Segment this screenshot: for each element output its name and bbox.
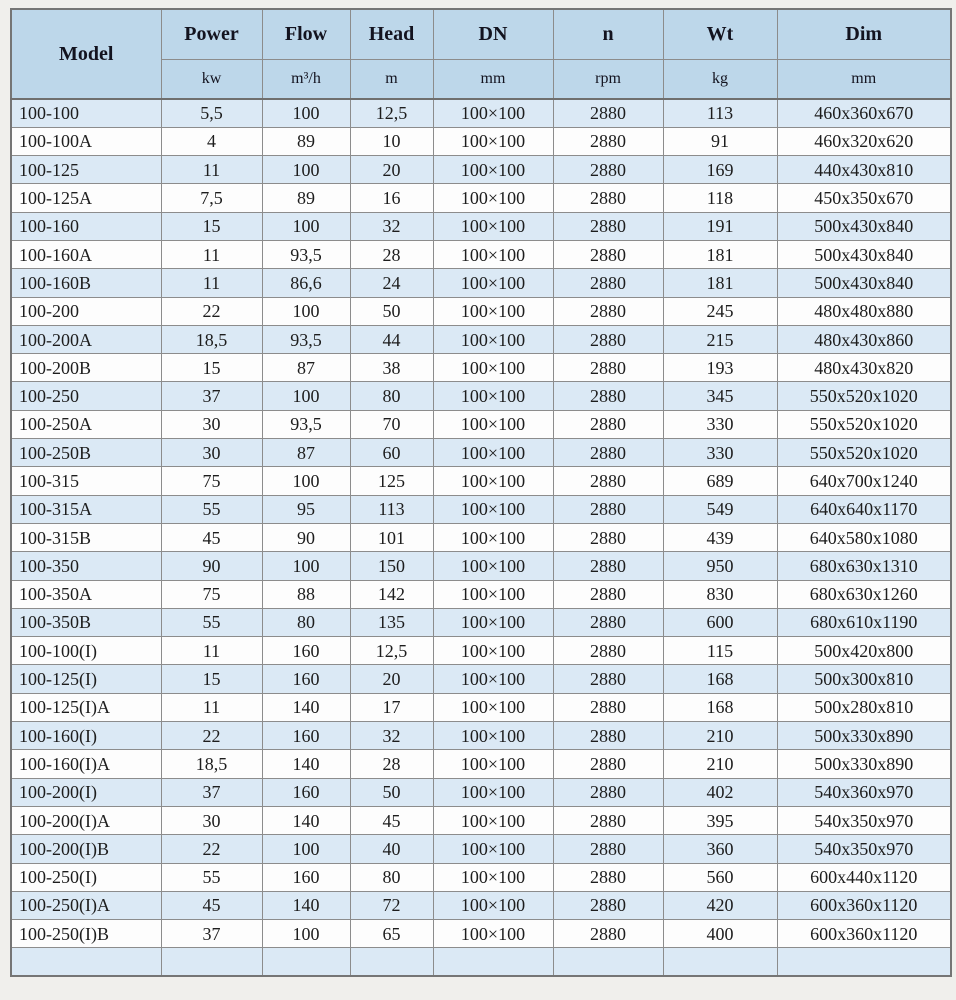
wt-cell: 210	[663, 722, 777, 750]
wt-cell: 689	[663, 467, 777, 495]
power-cell: 15	[161, 212, 262, 240]
dn-cell: 100×100	[433, 920, 553, 948]
n-cell: 2880	[553, 750, 663, 778]
n-cell: 2880	[553, 127, 663, 155]
n-cell: 2880	[553, 778, 663, 806]
power-cell: 4	[161, 127, 262, 155]
n-cell: 2880	[553, 467, 663, 495]
dn-cell: 100×100	[433, 127, 553, 155]
flow-cell: 89	[262, 127, 350, 155]
wt-cell	[663, 948, 777, 976]
flow-cell: 100	[262, 382, 350, 410]
table-row	[11, 580, 951, 608]
head-cell: 28	[350, 240, 433, 268]
n-cell: 2880	[553, 495, 663, 523]
unit-dn: mm	[433, 59, 553, 99]
dn-cell: 100×100	[433, 891, 553, 919]
unit-dim: mm	[777, 59, 951, 99]
n-cell: 2880	[553, 410, 663, 438]
power-cell: 11	[161, 637, 262, 665]
flow-cell: 100	[262, 297, 350, 325]
head-cell: 10	[350, 127, 433, 155]
dim-cell: 480x430x820	[777, 354, 951, 382]
power-cell: 55	[161, 495, 262, 523]
power-cell: 30	[161, 806, 262, 834]
head-cell: 113	[350, 495, 433, 523]
unit-head: m	[350, 59, 433, 99]
dim-cell: 640x640x1170	[777, 495, 951, 523]
dn-cell: 100×100	[433, 439, 553, 467]
head-cell: 32	[350, 722, 433, 750]
head-cell: 60	[350, 439, 433, 467]
dim-cell: 540x350x970	[777, 806, 951, 834]
dim-cell: 500x430x840	[777, 212, 951, 240]
head-cell: 20	[350, 665, 433, 693]
wt-cell: 168	[663, 693, 777, 721]
n-cell: 2880	[553, 212, 663, 240]
wt-cell: 91	[663, 127, 777, 155]
dim-cell: 480x480x880	[777, 297, 951, 325]
model-cell: 100-200B	[11, 354, 161, 382]
dn-cell: 100×100	[433, 382, 553, 410]
dim-cell: 500x280x810	[777, 693, 951, 721]
wt-cell: 950	[663, 552, 777, 580]
dn-cell: 100×100	[433, 410, 553, 438]
dn-cell: 100×100	[433, 835, 553, 863]
power-cell: 22	[161, 835, 262, 863]
head-cell: 12,5	[350, 637, 433, 665]
head-cell: 50	[350, 297, 433, 325]
wt-cell: 400	[663, 920, 777, 948]
model-cell: 100-100A	[11, 127, 161, 155]
power-cell: 55	[161, 863, 262, 891]
wt-cell: 395	[663, 806, 777, 834]
model-cell: 100-125A	[11, 184, 161, 212]
dim-cell: 460x360x670	[777, 99, 951, 127]
flow-cell: 87	[262, 439, 350, 467]
table-row	[11, 750, 951, 778]
dim-cell: 640x580x1080	[777, 523, 951, 551]
wt-cell: 191	[663, 212, 777, 240]
dim-cell: 640x700x1240	[777, 467, 951, 495]
n-cell: 2880	[553, 722, 663, 750]
n-cell: 2880	[553, 325, 663, 353]
head-cell: 28	[350, 750, 433, 778]
n-cell: 2880	[553, 523, 663, 551]
head-cell: 101	[350, 523, 433, 551]
head-cell: 80	[350, 863, 433, 891]
n-cell: 2880	[553, 382, 663, 410]
table-row	[11, 297, 951, 325]
wt-cell: 600	[663, 608, 777, 636]
model-cell: 100-250(I)A	[11, 891, 161, 919]
n-cell: 2880	[553, 297, 663, 325]
flow-cell: 160	[262, 722, 350, 750]
table-row	[11, 467, 951, 495]
wt-cell: 210	[663, 750, 777, 778]
table-row	[11, 920, 951, 948]
flow-cell: 140	[262, 693, 350, 721]
power-cell: 15	[161, 354, 262, 382]
n-cell: 2880	[553, 693, 663, 721]
flow-cell: 100	[262, 835, 350, 863]
dim-cell: 500x330x890	[777, 722, 951, 750]
power-cell: 11	[161, 240, 262, 268]
flow-cell: 93,5	[262, 410, 350, 438]
model-cell	[11, 948, 161, 976]
flow-cell: 86,6	[262, 269, 350, 297]
dn-cell: 100×100	[433, 778, 553, 806]
col-header-n: n	[553, 9, 663, 59]
dim-cell	[777, 948, 951, 976]
dim-cell: 550x520x1020	[777, 410, 951, 438]
wt-cell: 330	[663, 439, 777, 467]
head-cell: 38	[350, 354, 433, 382]
dn-cell: 100×100	[433, 637, 553, 665]
dn-cell: 100×100	[433, 184, 553, 212]
table-row	[11, 354, 951, 382]
head-cell: 142	[350, 580, 433, 608]
n-cell: 2880	[553, 99, 663, 127]
header-label-row	[11, 9, 951, 59]
table-row	[11, 156, 951, 184]
flow-cell	[262, 948, 350, 976]
head-cell: 12,5	[350, 99, 433, 127]
dim-cell: 540x350x970	[777, 835, 951, 863]
dim-cell: 600x360x1120	[777, 920, 951, 948]
wt-cell: 360	[663, 835, 777, 863]
table-row	[11, 722, 951, 750]
wt-cell: 169	[663, 156, 777, 184]
model-cell: 100-160	[11, 212, 161, 240]
table-row	[11, 439, 951, 467]
col-header-dn: DN	[433, 9, 553, 59]
model-cell: 100-350A	[11, 580, 161, 608]
power-cell: 5,5	[161, 99, 262, 127]
dim-cell: 480x430x860	[777, 325, 951, 353]
flow-cell: 87	[262, 354, 350, 382]
partial-table-row	[11, 948, 951, 976]
table-row	[11, 523, 951, 551]
wt-cell: 215	[663, 325, 777, 353]
model-cell: 100-250B	[11, 439, 161, 467]
flow-cell: 90	[262, 523, 350, 551]
model-cell: 100-200(I)	[11, 778, 161, 806]
head-cell: 45	[350, 806, 433, 834]
power-cell: 45	[161, 891, 262, 919]
dn-cell: 100×100	[433, 665, 553, 693]
wt-cell: 118	[663, 184, 777, 212]
dn-cell: 100×100	[433, 354, 553, 382]
dim-cell: 500x430x840	[777, 269, 951, 297]
model-cell: 100-100(I)	[11, 637, 161, 665]
power-cell: 90	[161, 552, 262, 580]
power-cell: 75	[161, 580, 262, 608]
table-row	[11, 863, 951, 891]
dn-cell: 100×100	[433, 212, 553, 240]
flow-cell: 100	[262, 212, 350, 240]
model-cell: 100-200A	[11, 325, 161, 353]
power-cell: 30	[161, 439, 262, 467]
power-cell: 37	[161, 920, 262, 948]
dn-cell: 100×100	[433, 269, 553, 297]
head-cell: 72	[350, 891, 433, 919]
table-row	[11, 778, 951, 806]
wt-cell: 345	[663, 382, 777, 410]
dim-cell: 600x360x1120	[777, 891, 951, 919]
table-row	[11, 382, 951, 410]
wt-cell: 330	[663, 410, 777, 438]
unit-wt: kg	[663, 59, 777, 99]
wt-cell: 245	[663, 297, 777, 325]
head-cell: 65	[350, 920, 433, 948]
pump-spec-table	[10, 8, 952, 977]
wt-cell: 113	[663, 99, 777, 127]
col-header-model: Model	[11, 9, 161, 99]
table-row	[11, 806, 951, 834]
table-body	[11, 99, 951, 976]
dn-cell: 100×100	[433, 523, 553, 551]
table-row	[11, 269, 951, 297]
wt-cell: 193	[663, 354, 777, 382]
flow-cell: 160	[262, 778, 350, 806]
dn-cell: 100×100	[433, 750, 553, 778]
table-row	[11, 127, 951, 155]
table-row	[11, 693, 951, 721]
col-header-dim: Dim	[777, 9, 951, 59]
head-cell: 17	[350, 693, 433, 721]
n-cell: 2880	[553, 863, 663, 891]
power-cell	[161, 948, 262, 976]
wt-cell: 420	[663, 891, 777, 919]
wt-cell: 439	[663, 523, 777, 551]
dn-cell: 100×100	[433, 297, 553, 325]
n-cell: 2880	[553, 637, 663, 665]
power-cell: 7,5	[161, 184, 262, 212]
model-cell: 100-315	[11, 467, 161, 495]
n-cell: 2880	[553, 665, 663, 693]
dim-cell: 500x330x890	[777, 750, 951, 778]
flow-cell: 95	[262, 495, 350, 523]
col-header-wt: Wt	[663, 9, 777, 59]
model-cell: 100-100	[11, 99, 161, 127]
dim-cell: 440x430x810	[777, 156, 951, 184]
model-cell: 100-125	[11, 156, 161, 184]
model-cell: 100-315B	[11, 523, 161, 551]
dim-cell: 500x300x810	[777, 665, 951, 693]
model-cell: 100-250	[11, 382, 161, 410]
table-row	[11, 608, 951, 636]
dn-cell: 100×100	[433, 99, 553, 127]
n-cell	[553, 948, 663, 976]
wt-cell: 181	[663, 240, 777, 268]
head-cell: 24	[350, 269, 433, 297]
dim-cell: 540x360x970	[777, 778, 951, 806]
n-cell: 2880	[553, 891, 663, 919]
flow-cell: 160	[262, 863, 350, 891]
dn-cell: 100×100	[433, 863, 553, 891]
dim-cell: 500x420x800	[777, 637, 951, 665]
power-cell: 18,5	[161, 325, 262, 353]
head-cell: 16	[350, 184, 433, 212]
n-cell: 2880	[553, 269, 663, 297]
model-cell: 100-200	[11, 297, 161, 325]
power-cell: 30	[161, 410, 262, 438]
model-cell: 100-160(I)	[11, 722, 161, 750]
dn-cell: 100×100	[433, 467, 553, 495]
flow-cell: 140	[262, 806, 350, 834]
model-cell: 100-250(I)	[11, 863, 161, 891]
head-cell: 20	[350, 156, 433, 184]
table-row	[11, 665, 951, 693]
head-cell: 135	[350, 608, 433, 636]
table-header	[11, 9, 951, 99]
dn-cell	[433, 948, 553, 976]
n-cell: 2880	[553, 354, 663, 382]
model-cell: 100-350	[11, 552, 161, 580]
flow-cell: 100	[262, 99, 350, 127]
head-cell: 80	[350, 382, 433, 410]
table-row	[11, 240, 951, 268]
power-cell: 37	[161, 778, 262, 806]
col-header-flow: Flow	[262, 9, 350, 59]
n-cell: 2880	[553, 439, 663, 467]
flow-cell: 100	[262, 552, 350, 580]
dn-cell: 100×100	[433, 722, 553, 750]
dim-cell: 600x440x1120	[777, 863, 951, 891]
flow-cell: 88	[262, 580, 350, 608]
flow-cell: 80	[262, 608, 350, 636]
power-cell: 11	[161, 693, 262, 721]
wt-cell: 402	[663, 778, 777, 806]
flow-cell: 100	[262, 467, 350, 495]
dim-cell: 680x630x1310	[777, 552, 951, 580]
head-cell: 150	[350, 552, 433, 580]
power-cell: 22	[161, 297, 262, 325]
flow-cell: 93,5	[262, 325, 350, 353]
model-cell: 100-350B	[11, 608, 161, 636]
n-cell: 2880	[553, 240, 663, 268]
n-cell: 2880	[553, 920, 663, 948]
table-row	[11, 212, 951, 240]
head-cell: 70	[350, 410, 433, 438]
head-cell: 32	[350, 212, 433, 240]
dim-cell: 460x320x620	[777, 127, 951, 155]
model-cell: 100-160(I)A	[11, 750, 161, 778]
model-cell: 100-250(I)B	[11, 920, 161, 948]
wt-cell: 560	[663, 863, 777, 891]
n-cell: 2880	[553, 835, 663, 863]
flow-cell: 100	[262, 156, 350, 184]
table-row	[11, 637, 951, 665]
dn-cell: 100×100	[433, 580, 553, 608]
model-cell: 100-125(I)A	[11, 693, 161, 721]
n-cell: 2880	[553, 184, 663, 212]
unit-flow: m³/h	[262, 59, 350, 99]
power-cell: 11	[161, 156, 262, 184]
head-cell: 50	[350, 778, 433, 806]
model-cell: 100-160B	[11, 269, 161, 297]
col-header-head: Head	[350, 9, 433, 59]
dn-cell: 100×100	[433, 325, 553, 353]
dim-cell: 550x520x1020	[777, 439, 951, 467]
wt-cell: 830	[663, 580, 777, 608]
power-cell: 37	[161, 382, 262, 410]
model-cell: 100-125(I)	[11, 665, 161, 693]
dn-cell: 100×100	[433, 240, 553, 268]
dn-cell: 100×100	[433, 806, 553, 834]
power-cell: 18,5	[161, 750, 262, 778]
flow-cell: 160	[262, 637, 350, 665]
model-cell: 100-160A	[11, 240, 161, 268]
dim-cell: 680x630x1260	[777, 580, 951, 608]
power-cell: 11	[161, 269, 262, 297]
col-header-power: Power	[161, 9, 262, 59]
n-cell: 2880	[553, 608, 663, 636]
table-row	[11, 495, 951, 523]
head-cell: 40	[350, 835, 433, 863]
power-cell: 45	[161, 523, 262, 551]
flow-cell: 93,5	[262, 240, 350, 268]
dn-cell: 100×100	[433, 156, 553, 184]
flow-cell: 89	[262, 184, 350, 212]
wt-cell: 181	[663, 269, 777, 297]
wt-cell: 168	[663, 665, 777, 693]
table-row	[11, 410, 951, 438]
table-row	[11, 835, 951, 863]
dim-cell: 500x430x840	[777, 240, 951, 268]
power-cell: 75	[161, 467, 262, 495]
wt-cell: 549	[663, 495, 777, 523]
model-cell: 100-315A	[11, 495, 161, 523]
dim-cell: 550x520x1020	[777, 382, 951, 410]
power-cell: 15	[161, 665, 262, 693]
n-cell: 2880	[553, 156, 663, 184]
flow-cell: 140	[262, 891, 350, 919]
dn-cell: 100×100	[433, 552, 553, 580]
model-cell: 100-200(I)B	[11, 835, 161, 863]
unit-n: rpm	[553, 59, 663, 99]
table-row	[11, 99, 951, 127]
flow-cell: 100	[262, 920, 350, 948]
flow-cell: 160	[262, 665, 350, 693]
dn-cell: 100×100	[433, 495, 553, 523]
model-cell: 100-200(I)A	[11, 806, 161, 834]
n-cell: 2880	[553, 552, 663, 580]
wt-cell: 115	[663, 637, 777, 665]
n-cell: 2880	[553, 580, 663, 608]
table-row	[11, 184, 951, 212]
dn-cell: 100×100	[433, 608, 553, 636]
n-cell: 2880	[553, 806, 663, 834]
power-cell: 22	[161, 722, 262, 750]
model-cell: 100-250A	[11, 410, 161, 438]
dim-cell: 450x350x670	[777, 184, 951, 212]
unit-power: kw	[161, 59, 262, 99]
table-row	[11, 325, 951, 353]
dim-cell: 680x610x1190	[777, 608, 951, 636]
head-cell: 125	[350, 467, 433, 495]
dn-cell: 100×100	[433, 693, 553, 721]
table-row	[11, 552, 951, 580]
table-row	[11, 891, 951, 919]
power-cell: 55	[161, 608, 262, 636]
head-cell	[350, 948, 433, 976]
head-cell: 44	[350, 325, 433, 353]
flow-cell: 140	[262, 750, 350, 778]
